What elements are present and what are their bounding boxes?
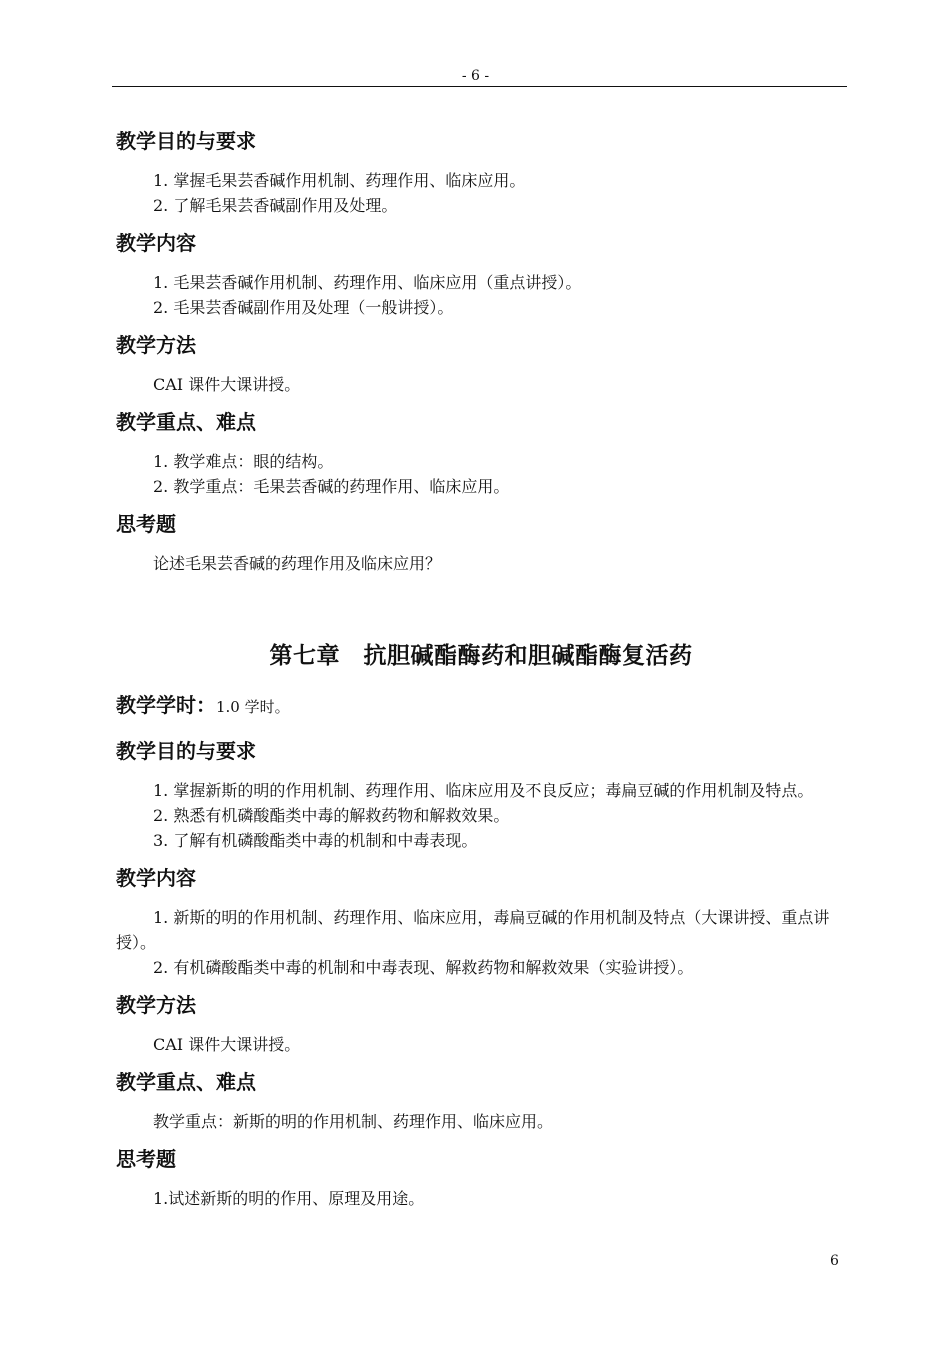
prev-section-key-points (116, 407, 846, 499)
section-line: 1.试述新斯的明的作用、原理及用途。 (153, 1189, 425, 1208)
section-heading: 教学方法 (116, 993, 196, 1017)
section-line: 2. 有机磷酸酯类中毒的机制和中毒表现、解救药物和解救效果（实验讲授）。 (153, 958, 694, 977)
section-heading: 思考题 (116, 1147, 176, 1171)
section-line: 2. 熟悉有机磷酸酯类中毒的解救药物和解救效果。 (153, 806, 510, 825)
section-line: 1. 教学难点：眼的结构。 (153, 452, 334, 471)
ch7-section-objectives (116, 736, 846, 853)
section-heading: 教学重点、难点 (116, 410, 256, 434)
ch7-section-content (116, 863, 846, 980)
section-line: 2. 教学重点：毛果芸香碱的药理作用、临床应用。 (153, 477, 510, 496)
section-line: 1. 毛果芸香碱作用机制、药理作用、临床应用（重点讲授）。 (153, 273, 582, 292)
ch7-section-questions (116, 1144, 846, 1211)
section-heading: 教学目的与要求 (116, 739, 256, 763)
section-line: 1. 新斯的明的作用机制、药理作用、临床应用，毒扁豆碱的作用机制及特点（大课讲授、重点讲授）。 (116, 908, 830, 952)
section-heading: 教学重点、难点 (116, 1070, 256, 1094)
section-line: 论述毛果芸香碱的药理作用及临床应用？ (153, 554, 442, 573)
section-heading: 思考题 (116, 512, 176, 536)
section-line: CAI 课件大课讲授。 (153, 375, 301, 394)
section-line: 2. 了解毛果芸香碱副作用及处理。 (153, 196, 398, 215)
section-line: 1. 掌握毛果芸香碱作用机制、药理作用、临床应用。 (153, 171, 526, 190)
section-line: 3. 了解有机磷酸酯类中毒的机制和中毒表现。 (153, 831, 478, 850)
prev-section-content (116, 228, 846, 320)
section-heading: 教学内容 (116, 231, 196, 255)
section-line: CAI 课件大课讲授。 (153, 1035, 301, 1054)
page-marker: - 6 - (461, 68, 490, 84)
section-heading: 教学目的与要求 (116, 129, 256, 153)
section-heading: 教学内容 (116, 866, 196, 890)
section-line: 教学重点：新斯的明的作用机制、药理作用、临床应用。 (153, 1112, 554, 1131)
section-heading: 教学方法 (116, 333, 196, 357)
ch7-section-method (116, 990, 846, 1057)
page-number: 6 (830, 1253, 839, 1269)
header-rule (112, 86, 847, 87)
prev-section-objectives (116, 126, 846, 218)
teaching-hours-value: 1.0 学时。 (216, 698, 290, 716)
section-line: 1. 掌握新斯的明的作用机制、药理作用、临床应用及不良反应；毒扁豆碱的作用机制及特点。 (153, 781, 814, 800)
teaching-hours (116, 690, 846, 722)
section-line: 2. 毛果芸香碱副作用及处理（一般讲授）。 (153, 298, 454, 317)
chapter-title: 第七章 抗胆碱酯酶药和胆碱酯酶复活药 (269, 642, 693, 669)
teaching-hours-label: 教学学时： (116, 693, 216, 717)
document-body (116, 126, 846, 1221)
ch7-section-key-points (116, 1067, 846, 1134)
prev-section-method (116, 330, 846, 397)
prev-section-questions (116, 509, 846, 576)
